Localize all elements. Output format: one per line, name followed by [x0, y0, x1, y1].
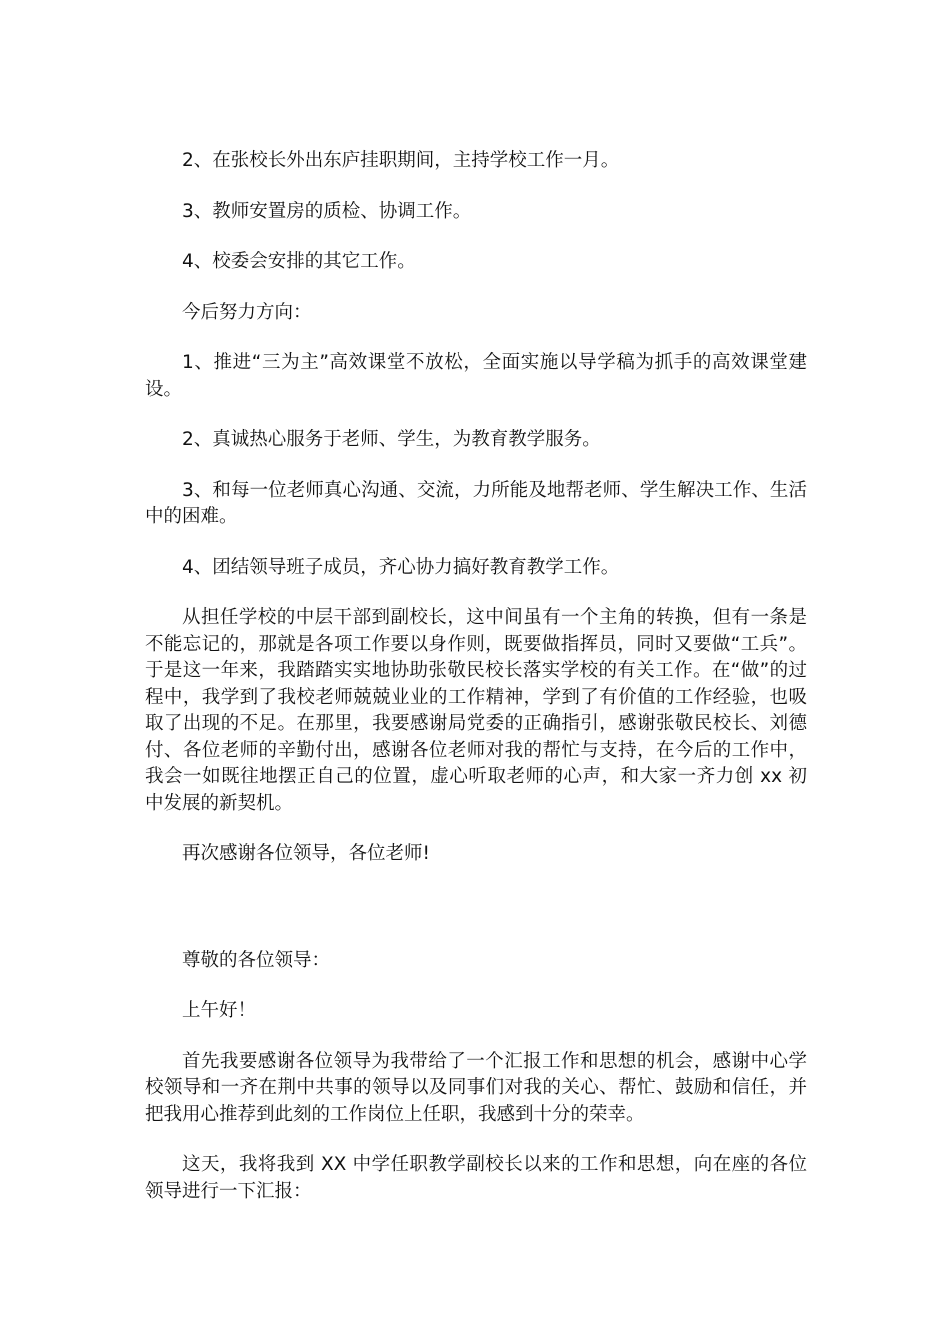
paragraph-future-4: 4、团结领导班子成员，齐心协力搞好教育教学工作。 [182, 556, 620, 578]
paragraph-future-1: 1、推进“三为主”高效课堂不放松，全面实施以导学稿为抓手的高效课堂建设。 [145, 352, 807, 400]
paragraph-salutation: 尊敬的各位领导： [182, 949, 331, 971]
document-body [145, 148, 807, 1229]
paragraph-gratitude: 首先我要感谢各位领导为我带给了一个汇报工作和思想的机会，感谢中心学校领导和一齐在荆中共事的领导以及同事们对我的关心、帮忙、鼓励和信任，并把我用心推荐到此刻的工作岗位上任职，我感到十分的荣幸。 [145, 1050, 807, 1125]
paragraph-task-4: 4、校委会安排的其它工作。 [182, 251, 416, 272]
paragraph-task-3: 3、教师安置房的质检、协调工作。 [182, 200, 472, 222]
paragraph-future-3: 3、和每一位老师真心沟通、交流，力所能及地帮老师、学生解决工作、生活中的困难。 [145, 479, 807, 527]
section-spacer [145, 892, 807, 948]
paragraph-greeting: 上午好！ [182, 1000, 257, 1021]
paragraph-reflection: 从担任学校的中层干部到副校长，这中间虽有一个主角的转换，但有一条是不能忘记的，那就是各项工作要以身作则，既要做指挥员，同时又要做“工兵”。于是这一年来，我踏踏实实地协助张敬民校长落实学校的有关工作。在“做”的过程中，我学到了我校老师兢兢业业的工作精神，学到了有价值的工作经验，也吸取了出现的不足。在那里，我要感谢局党委的正确指引，感谢张敬民校长、刘德付、各位老师的辛勤付出，感谢各位老师对我的帮忙与支持，在今后的工作中，我会一如既往地摆正自己的位置，虚心听取老师的心声，和大家一齐力创 xx 初中发展的新契机。 [145, 607, 807, 814]
paragraph-task-2: 2、在张校长外出东庐挂职期间，主持学校工作一月。 [182, 150, 620, 171]
paragraph-thanks: 再次感谢各位领导，各位老师! [182, 843, 430, 864]
paragraph-future-2: 2、真诚热心服务于老师、学生，为教育教学服务。 [182, 429, 601, 450]
paragraph-report-intro: 这天，我将我到 XX 中学任职教学副校长以来的工作和思想，向在座的各位领导进行一下汇报： [145, 1154, 807, 1202]
paragraph-future-heading: 今后努力方向： [182, 301, 312, 323]
